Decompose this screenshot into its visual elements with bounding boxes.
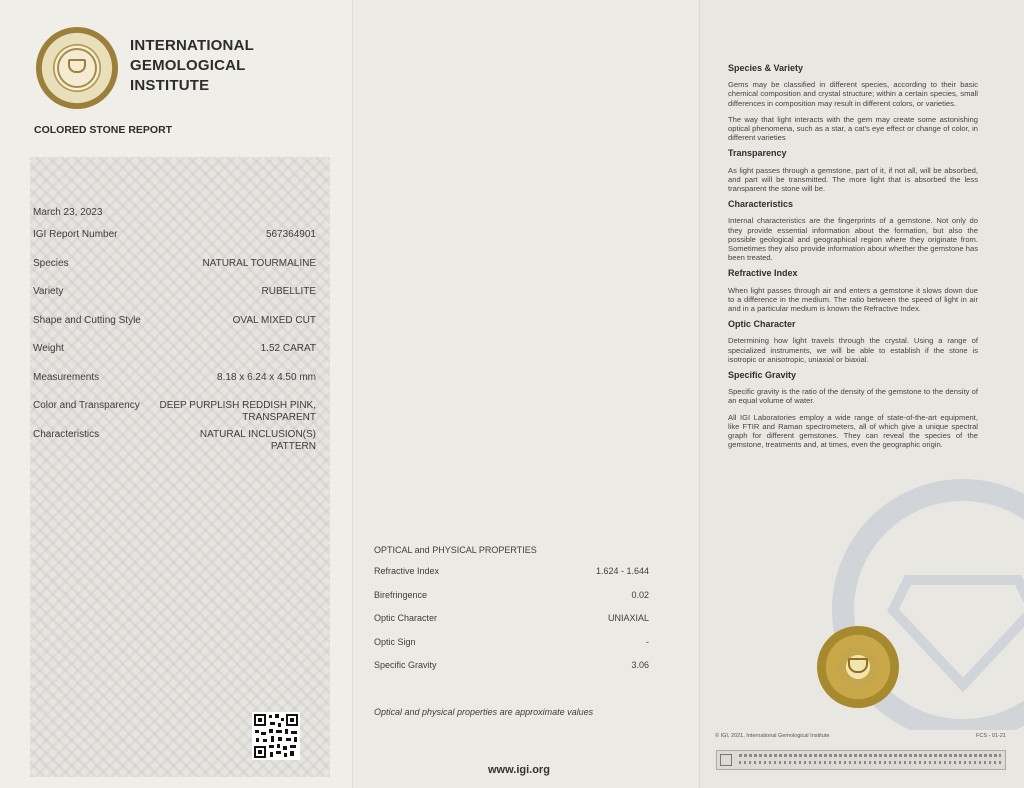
- property-label: Birefringence: [374, 589, 428, 600]
- logo-line: INSTITUTE: [130, 77, 210, 94]
- glossary-paragraph: Internal characteristics are the fingerprints of a gemstone. Not only do they provide essential information about the formation, but also the possible geological and geographical region where they originate from. Sometimes they also provide information about whether the gemstone has been treated.: [728, 216, 978, 263]
- detail-row: [33, 258, 316, 287]
- report-front-panel: [0, 0, 352, 788]
- logo-line: GEMOLOGICAL: [130, 57, 246, 74]
- glossary-section: [728, 371, 978, 449]
- detail-row: [33, 429, 316, 458]
- glossary-section: [728, 149, 978, 193]
- glossary-heading: Specific Gravity: [728, 370, 797, 381]
- property-label: Specific Gravity: [374, 660, 437, 670]
- property-row: [374, 566, 649, 590]
- property-row: [374, 590, 649, 614]
- detail-value: 1.52 CARAT: [260, 343, 316, 354]
- glossary-paragraph: The way that light interacts with the gem may create some astonishing optical phenomena, such as a star, a cat's eye effect or change of color, in different varieties: [728, 114, 978, 143]
- microtext-line: [739, 761, 1001, 764]
- detail-row: [33, 229, 316, 258]
- detail-label: Measurements: [33, 371, 100, 383]
- microtext-line: [739, 754, 1001, 757]
- property-label: Optic Character: [374, 613, 438, 623]
- detail-row: [33, 400, 316, 429]
- detail-label: Characteristics: [33, 428, 100, 440]
- detail-value: DEEP PURPLISH REDDISH PINK, TRANSPARENT: [159, 400, 316, 423]
- detail-label: IGI Report Number: [33, 229, 118, 240]
- detail-value: 567364901: [265, 229, 316, 240]
- optical-properties-section: [374, 545, 649, 684]
- report-details: [33, 207, 316, 457]
- property-row: [374, 613, 649, 637]
- qr-code[interactable]: [252, 712, 300, 760]
- detail-value: NATURAL INCLUSION(S) PATTERN: [199, 428, 316, 452]
- detail-value: NATURAL TOURMALINE: [202, 257, 316, 269]
- detail-value: RUBELLITE: [261, 286, 316, 297]
- detail-row: [33, 343, 316, 372]
- glossary-section: [728, 320, 978, 364]
- optical-properties-note: Optical and physical properties are approximate values: [374, 707, 594, 717]
- property-label: Refractive Index: [374, 566, 440, 576]
- detail-row: [33, 286, 316, 315]
- document-icon: [720, 754, 732, 766]
- security-microtext-bar: [716, 750, 1006, 770]
- property-label: Optic Sign: [374, 636, 416, 647]
- property-value: UNIAXIAL: [607, 613, 649, 623]
- detail-label: Variety: [33, 286, 64, 297]
- glossary-heading: Species & Variety: [728, 63, 804, 73]
- property-value: -: [646, 636, 649, 647]
- glossary-heading: Optic Character: [728, 319, 796, 330]
- igi-seal-logo: [36, 27, 118, 109]
- detail-row: [33, 372, 316, 401]
- gold-seal-icon: [817, 626, 899, 708]
- glossary-paragraph: Gems may be classified in different species, according to their basic chemical composition and crystal structure; within a certain species, small differences in composition may result in different colors, or varieties.: [728, 80, 978, 108]
- detail-value: 8.18 x 6.24 x 4.50 mm: [217, 371, 316, 383]
- glossary-section: [728, 64, 978, 142]
- glossary-heading: Characteristics: [728, 199, 794, 210]
- property-value: 1.624 - 1.644: [595, 566, 649, 576]
- detail-label: Species: [33, 257, 69, 269]
- glossary-paragraph: All IGI Laboratories employ a wide range of state-of-the-art equipment, like FTIR and Raman spectrometers, all of which give a unique spectral graph for different gemstones. They can reveal the species of the gemstone, treatments and, at times, even the geographic origin.: [728, 412, 978, 450]
- detail-label: Shape and Cutting Style: [33, 314, 141, 326]
- optical-properties-title: OPTICAL and PHYSICAL PROPERTIES: [374, 545, 537, 555]
- detail-label: Color and Transparency: [33, 400, 140, 411]
- qr-code-graphic: [252, 712, 300, 760]
- glossary-heading: Refractive Index: [728, 268, 798, 279]
- copyright-text: © IGI, 2021, International Gemological Institute: [715, 733, 830, 739]
- detail-label: Weight: [33, 343, 64, 354]
- logo-line: INTERNATIONAL: [130, 37, 254, 54]
- report-type-title: COLORED STONE REPORT: [34, 124, 173, 136]
- report-date: March 23, 2023: [33, 207, 103, 218]
- glossary-section: [728, 269, 978, 313]
- glossary: [728, 64, 978, 457]
- detail-value: OVAL MIXED CUT: [232, 314, 316, 326]
- glossary-paragraph: As light passes through a gemstone, part of it, if not all, will be absorbed, and part will be transmitted. The more light that is absorbed the less transparent the stone will be.: [728, 165, 978, 194]
- property-row: [374, 660, 649, 684]
- property-value: 0.02: [631, 589, 649, 600]
- glossary-paragraph: When light passes through air and enters a gemstone it slows down due to a difference in the medium. The ratio between the speed of light in air and in a particular medium is known the Refractive Index.: [728, 285, 978, 314]
- form-code: FCS - 01-21: [976, 733, 1006, 739]
- institute-name: [130, 36, 254, 96]
- property-value: 3.06: [631, 660, 649, 670]
- glossary-section: [728, 200, 978, 262]
- diamond-icon: [68, 59, 86, 73]
- website-link[interactable]: www.igi.org: [488, 764, 550, 776]
- glossary-paragraph: Specific gravity is the ratio of the density of the gemstone to the density of an equal volume of water.: [728, 387, 978, 406]
- glossary-heading: Transparency: [728, 148, 787, 159]
- diamond-icon: [848, 658, 868, 673]
- detail-row: [33, 315, 316, 344]
- glossary-paragraph: Determining how light travels through the crystal. Using a range of specialized instruments, we will be able to establish if the stone is isotropic or anisotropic, uniaxial or biaxial.: [728, 336, 978, 364]
- property-row: [374, 637, 649, 661]
